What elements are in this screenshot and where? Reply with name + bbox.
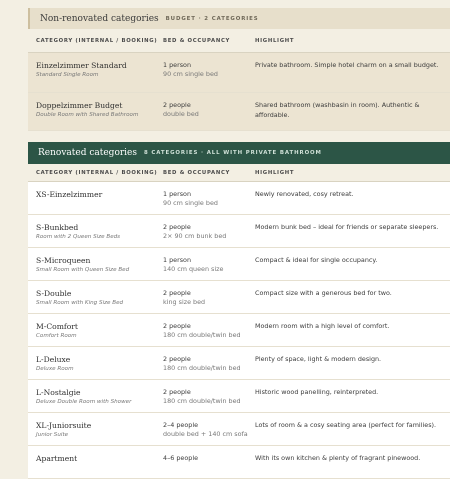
table-row — [28, 413, 450, 446]
renovated-subtitle: 8 CATEGORIES · ALL WITH PRIVATE BATHROOM — [144, 150, 322, 156]
table-row — [28, 281, 450, 314]
table-row — [28, 182, 450, 215]
bed-type: double bed — [163, 110, 199, 118]
category-name: L-Deluxe — [36, 355, 71, 364]
nonrenovated-header — [28, 8, 450, 29]
bed-type: 180 cm double/twin bed — [163, 397, 241, 405]
booking-name: Deluxe Room — [36, 366, 74, 372]
column-bed: BED & OCCUPANCY — [163, 169, 231, 176]
renovated-header — [28, 142, 450, 164]
bed-type: 180 cm double/twin bed — [163, 364, 241, 372]
booking-name: Deluxe Double Room with Shower — [36, 399, 132, 405]
nonrenovated-title: Non-renovated categories — [40, 13, 159, 24]
table-row — [28, 215, 450, 248]
table-row — [28, 53, 450, 93]
highlight: Modern room with a high level of comfort. — [255, 322, 390, 330]
column-highlight: HIGHLIGHT — [255, 37, 295, 44]
occupancy: 2 people — [163, 101, 191, 109]
room-categories — [28, 8, 450, 479]
occupancy: 2 people — [163, 289, 191, 297]
bed-type: double bed + 140 cm sofa — [163, 430, 248, 438]
table-row — [28, 314, 450, 347]
booking-name: Double Room with Shared Bathroom — [36, 112, 139, 118]
table-row — [28, 446, 450, 479]
booking-name: Comfort Room — [36, 333, 77, 339]
bed-type: king size bed — [163, 298, 206, 306]
highlight: Modern bunk bed – ideal for friends or separate sleepers. — [255, 223, 439, 231]
column-bed: BED & OCCUPANCY — [163, 37, 231, 44]
category-name: S-Bunkbed — [36, 223, 79, 232]
category-name: XS-Einzelzimmer — [36, 190, 103, 199]
renovated-title: Renovated categories — [38, 148, 137, 158]
occupancy: 2 people — [163, 388, 191, 396]
occupancy: 4–6 people — [163, 454, 199, 462]
highlight: Compact size with a generous bed for two. — [255, 289, 392, 297]
bed-type: 140 cm queen size — [163, 265, 224, 273]
table-row — [28, 380, 450, 413]
highlight: Compact & ideal for single occupancy. — [255, 256, 378, 264]
bed-type: 180 cm double/twin bed — [163, 331, 241, 339]
nonrenovated-column-header — [28, 29, 450, 53]
category-name: Doppelzimmer Budget — [36, 101, 123, 110]
nonrenovated-subtitle: BUDGET · 2 CATEGORIES — [165, 15, 259, 22]
occupancy: 1 person — [163, 256, 192, 264]
booking-name: Junior Suite — [36, 432, 69, 438]
bed-type: 90 cm single bed — [163, 70, 218, 78]
occupancy: 1 person — [163, 61, 192, 69]
booking-name: Room with 2 Queen Size Beds — [36, 234, 121, 240]
table-row — [28, 248, 450, 281]
highlight: Plenty of space, light & modern design. — [255, 355, 382, 363]
occupancy: 2–4 people — [163, 421, 199, 429]
occupancy: 2 people — [163, 223, 191, 231]
category-name: XL-Juniorsuite — [36, 421, 92, 430]
highlight: Newly renovated, cosy retreat. — [255, 190, 354, 198]
column-category: CATEGORY (INTERNAL / BOOKING) — [36, 169, 158, 176]
bed-type: 2× 90 cm bunk bed — [163, 232, 227, 240]
highlight: Private bathroom. Simple hotel charm on a small budget. — [255, 61, 439, 69]
bed-type: 90 cm single bed — [163, 199, 218, 207]
column-highlight: HIGHLIGHT — [255, 169, 295, 176]
category-name: Apartment — [36, 454, 78, 463]
highlight: With its own kitchen & plenty of fragrant pinewood. — [255, 454, 421, 462]
category-name: Einzelzimmer Standard — [36, 61, 127, 70]
renovated-column-header — [28, 164, 450, 182]
occupancy: 1 person — [163, 190, 192, 198]
booking-name: Small Room with King Size Bed — [36, 300, 124, 306]
category-name: S-Microqueen — [36, 256, 91, 265]
table-row — [28, 93, 450, 131]
occupancy: 2 people — [163, 355, 191, 363]
category-name: M-Comfort — [36, 322, 78, 331]
category-name: L-Nostalgie — [36, 388, 81, 397]
highlight: Shared bathroom (washbasin in room). Authentic & affordable. — [255, 101, 420, 119]
booking-name: Standard Single Room — [36, 72, 99, 78]
highlight: Lots of room & a cosy seating area (perfect for families). — [255, 421, 437, 429]
column-category: CATEGORY (INTERNAL / BOOKING) — [36, 37, 158, 44]
category-name: S-Double — [36, 289, 72, 298]
highlight: Historic wood panelling, reinterpreted. — [255, 388, 379, 396]
booking-name: Small Room with Queen Size Bed — [36, 267, 130, 273]
table-row — [28, 347, 450, 380]
occupancy: 2 people — [163, 322, 191, 330]
